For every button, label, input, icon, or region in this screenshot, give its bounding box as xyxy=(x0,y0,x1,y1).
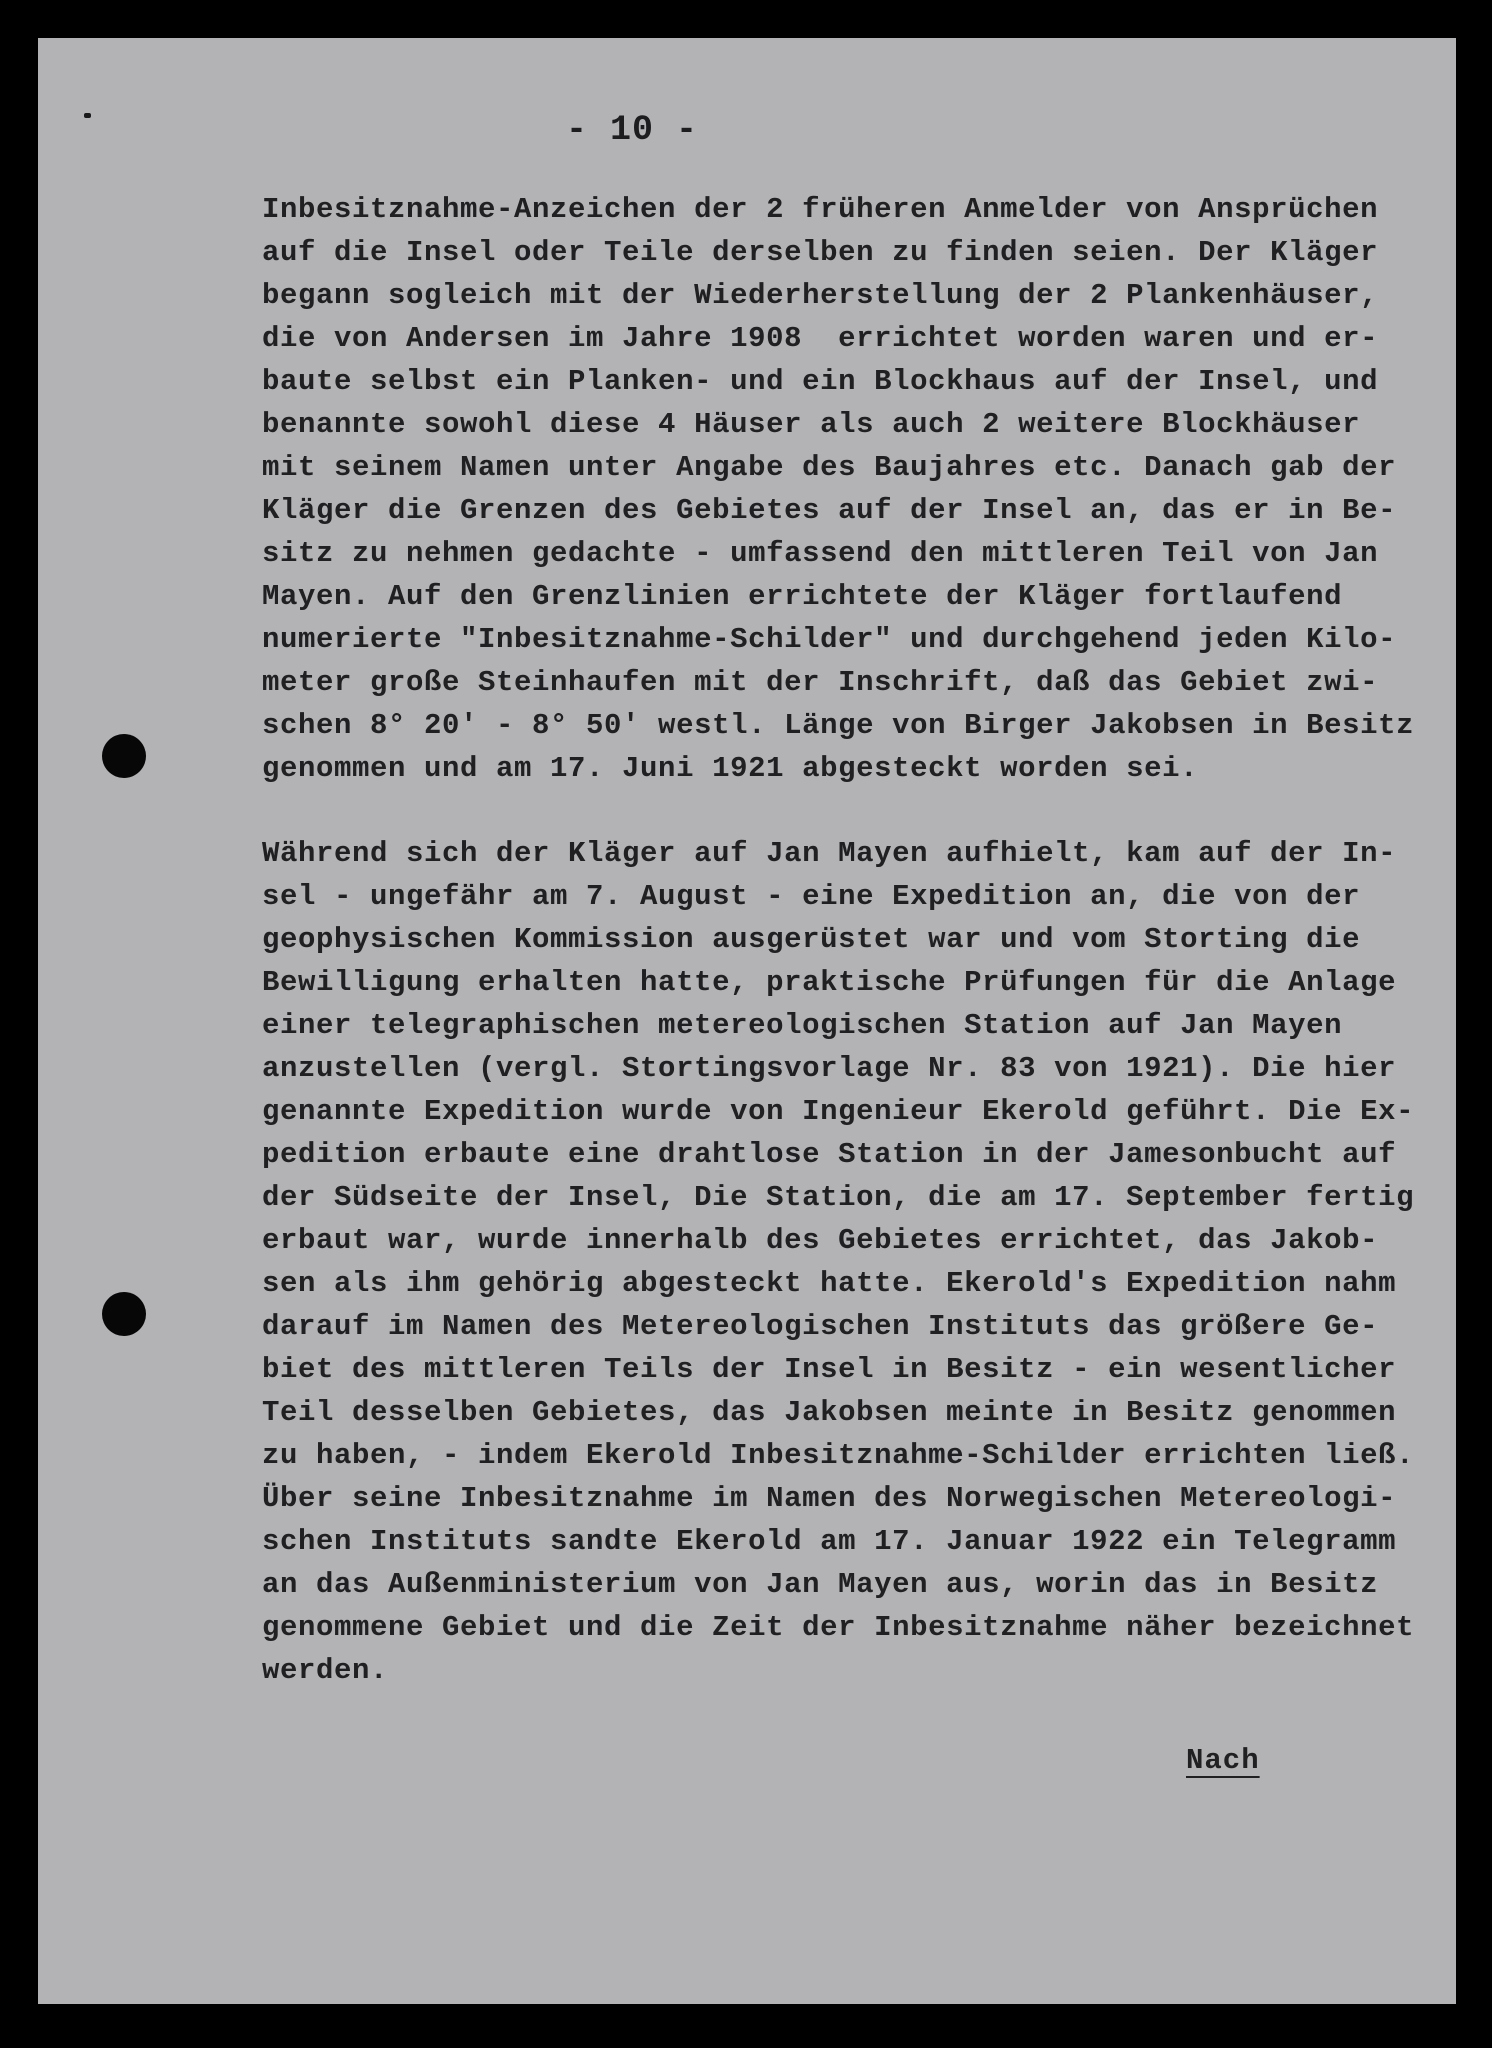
text-line: der Südseite der Insel, Die Station, die am 17. September fertig xyxy=(262,1181,1415,1214)
text-line: benannte sowohl diese 4 Häuser als auch 2 weitere Blockhäuser xyxy=(262,408,1361,441)
punch-hole-lower xyxy=(102,1292,146,1336)
text-line: schen Instituts sandte Ekerold am 17. Januar 1922 ein Telegramm xyxy=(262,1525,1397,1558)
body-text xyxy=(262,188,1415,1692)
text-line: Kläger die Grenzen des Gebietes auf der Insel an, das er in Be- xyxy=(262,494,1397,527)
ink-speck xyxy=(84,113,91,118)
text-line: sel - ungefähr am 7. August - eine Expedition an, die von der xyxy=(262,880,1361,913)
paragraph-2 xyxy=(262,832,1415,1692)
text-line: mit seinem Namen unter Angabe des Baujahres etc. Danach gab der xyxy=(262,451,1397,484)
text-line: erbaut war, wurde innerhalb des Gebietes errichtet, das Jakob- xyxy=(262,1224,1379,1257)
text-line: einer telegraphischen metereologischen Station auf Jan Mayen xyxy=(262,1009,1343,1042)
text-line: Inbesitznahme-Anzeichen der 2 früheren Anmelder von Ansprüchen xyxy=(262,193,1379,226)
text-line: biet des mittleren Teils der Insel in Besitz - ein wesentlicher xyxy=(262,1353,1397,1386)
text-line: Mayen. Auf den Grenzlinien errichtete der Kläger fortlaufend xyxy=(262,580,1343,613)
text-line: pedition erbaute eine drahtlose Station in der Jamesonbucht auf xyxy=(262,1138,1397,1171)
text-line: geophysischen Kommission ausgerüstet war und vom Storting die xyxy=(262,923,1361,956)
text-line: werden. xyxy=(262,1654,389,1687)
text-line: Bewilligung erhalten hatte, praktische Prüfungen für die Anlage xyxy=(262,966,1397,999)
text-line: darauf im Namen des Metereologischen Instituts das größere Ge- xyxy=(262,1310,1379,1343)
text-line: an das Außenministerium von Jan Mayen aus, worin das in Besitz xyxy=(262,1568,1379,1601)
text-line: Über seine Inbesitznahme im Namen des Norwegischen Metereologi- xyxy=(262,1482,1397,1515)
text-line: Teil desselben Gebietes, das Jakobsen meinte in Besitz genommen xyxy=(262,1396,1397,1429)
paragraph-gap xyxy=(262,790,1412,832)
text-line: genommene Gebiet und die Zeit der Inbesitznahme näher bezeichnet xyxy=(262,1611,1415,1644)
text-line: genommen und am 17. Juni 1921 abgesteckt worden sei. xyxy=(262,752,1199,785)
text-line: zu haben, - indem Ekerold Inbesitznahme-Schilder errichten ließ. xyxy=(262,1439,1415,1472)
text-line: sen als ihm gehörig abgesteckt hatte. Ekerold's Expedition nahm xyxy=(262,1267,1397,1300)
text-line: baute selbst ein Planken- und ein Blockhaus auf der Insel, und xyxy=(262,365,1379,398)
text-line: die von Andersen im Jahre 1908 errichtet worden waren und er- xyxy=(262,322,1379,355)
continuation-catchword: Nach xyxy=(1186,1744,1260,1777)
paragraph-1 xyxy=(262,188,1415,790)
page-number: - 10 - xyxy=(566,110,699,150)
text-line: sitz zu nehmen gedachte - umfassend den mittleren Teil von Jan xyxy=(262,537,1379,570)
text-line: meter große Steinhaufen mit der Inschrift, daß das Gebiet zwi- xyxy=(262,666,1379,699)
text-line: anzustellen (vergl. Stortingsvorlage Nr. 83 von 1921). Die hier xyxy=(262,1052,1397,1085)
text-line: auf die Insel oder Teile derselben zu finden seien. Der Kläger xyxy=(262,236,1379,269)
text-line: begann sogleich mit der Wiederherstellung der 2 Plankenhäuser, xyxy=(262,279,1379,312)
text-line: genannte Expedition wurde von Ingenieur Ekerold geführt. Die Ex- xyxy=(262,1095,1415,1128)
text-line: numerierte "Inbesitznahme-Schilder" und durchgehend jeden Kilo- xyxy=(262,623,1397,656)
punch-hole-upper xyxy=(102,734,146,778)
text-line: Während sich der Kläger auf Jan Mayen aufhielt, kam auf der In- xyxy=(262,837,1397,870)
text-line: schen 8° 20' - 8° 50' westl. Länge von Birger Jakobsen in Besitz xyxy=(262,709,1415,742)
